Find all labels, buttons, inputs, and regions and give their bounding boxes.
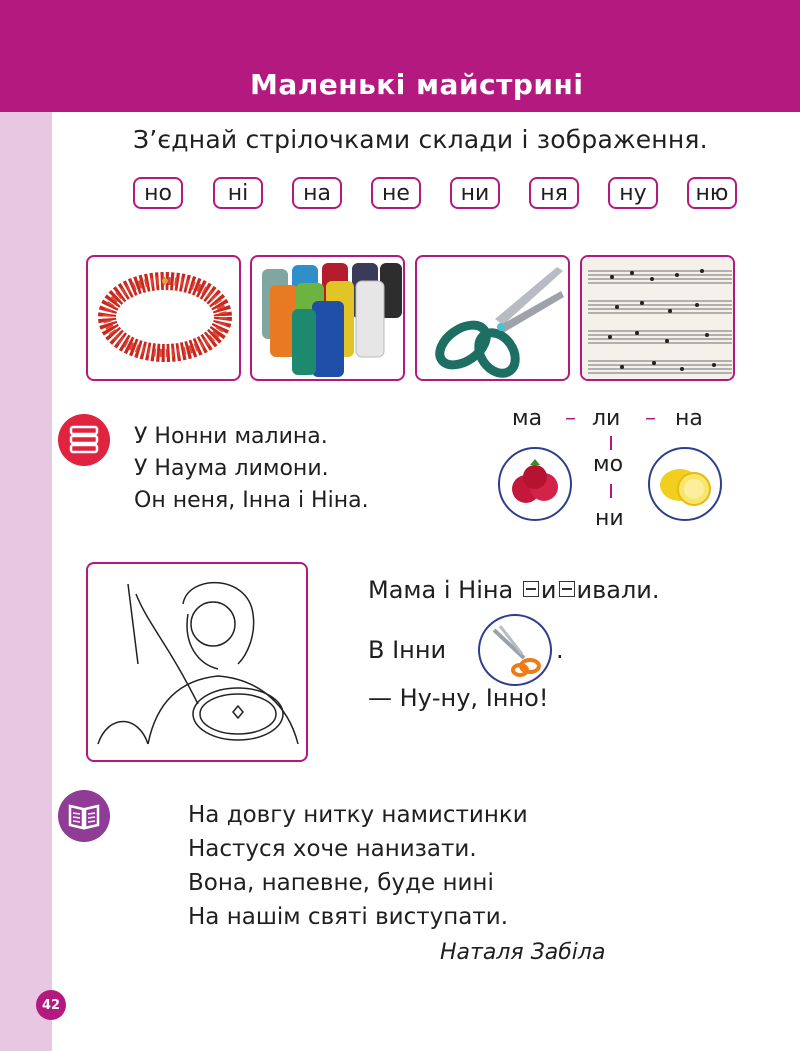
letter-blank-box[interactable]: [559, 581, 575, 597]
reading-line: Он неня, Інна і Ніна.: [134, 488, 369, 513]
poem-line: Настуся хоче нанизати.: [188, 836, 477, 862]
necklace-picture[interactable]: [86, 255, 241, 381]
reading-icon: [58, 414, 110, 466]
book-stack-icon: [67, 423, 101, 457]
chain-syllable: ли: [592, 406, 621, 431]
syllable-card[interactable]: ню: [687, 177, 737, 209]
chain-dash: –: [565, 406, 576, 431]
poem-text: [188, 798, 528, 934]
sentence-line-1: [368, 576, 660, 604]
scissors-icon: [417, 257, 570, 381]
chain-connector: [610, 484, 612, 498]
chain-syllable: ма: [512, 406, 543, 431]
page-header: [0, 0, 800, 112]
poem-line: На довгу нитку намистинки: [188, 802, 528, 828]
chain-syllable: мо: [593, 452, 624, 477]
scissors-picture[interactable]: [415, 255, 570, 381]
sheet-music-picture[interactable]: [580, 255, 735, 381]
syllable-card[interactable]: не: [371, 177, 421, 209]
syllable-card[interactable]: ні: [213, 177, 263, 209]
reading-line: У Наума лимони.: [134, 456, 329, 481]
syllable-card[interactable]: ну: [608, 177, 658, 209]
girl-embroidering-icon: [88, 564, 308, 762]
necklace-icon: [88, 257, 241, 381]
left-margin-strip: [0, 112, 52, 1051]
raspberry-picture[interactable]: [498, 447, 572, 521]
orange-scissors-icon: [480, 616, 550, 684]
open-book-icon: [67, 801, 101, 831]
sentence-text: ивали.: [576, 576, 660, 604]
thread-spools-picture[interactable]: [250, 255, 405, 381]
poem-author: Наталя Забіла: [440, 940, 606, 965]
sentence-line-2: [368, 636, 446, 664]
sentence-line-3: — Ну-ну, Інно!: [368, 684, 549, 712]
syllable-card[interactable]: на: [292, 177, 342, 209]
lemon-icon: [650, 449, 720, 519]
page-number: 42: [36, 990, 66, 1020]
sentence-period: .: [556, 636, 564, 664]
chain-syllable: ни: [595, 506, 624, 531]
lemon-picture[interactable]: [648, 447, 722, 521]
spools-icon: [252, 257, 405, 381]
reading-line: У Нонни малина.: [134, 424, 328, 449]
poem-line: Вона, напевне, буде нині: [188, 870, 494, 896]
reading-text: [134, 421, 369, 517]
sentence-text: Мама і Ніна: [368, 576, 514, 604]
letter-blank-box[interactable]: [523, 581, 539, 597]
syllable-card[interactable]: ни: [450, 177, 500, 209]
chain-syllable: на: [675, 406, 703, 431]
poem-book-icon: [58, 790, 110, 842]
page-title: Маленькі майстрині: [250, 68, 584, 101]
sentence-text: и: [540, 576, 557, 604]
poem-line: На нашім святі виступати.: [188, 904, 509, 930]
sentence-text: В Інни: [368, 636, 447, 664]
chain-connector: [610, 436, 612, 450]
exercise-instruction: З’єднай стрілочками склади і зображення.: [133, 125, 708, 154]
sheet-music-icon: [582, 257, 735, 381]
syllable-card[interactable]: но: [133, 177, 183, 209]
syllable-row: [133, 177, 738, 213]
scissors-circle-picture[interactable]: [478, 614, 552, 686]
chain-dash: –: [645, 406, 656, 431]
raspberry-icon: [500, 449, 570, 519]
syllable-card[interactable]: ня: [529, 177, 579, 209]
embroidering-girl-picture[interactable]: [86, 562, 308, 762]
